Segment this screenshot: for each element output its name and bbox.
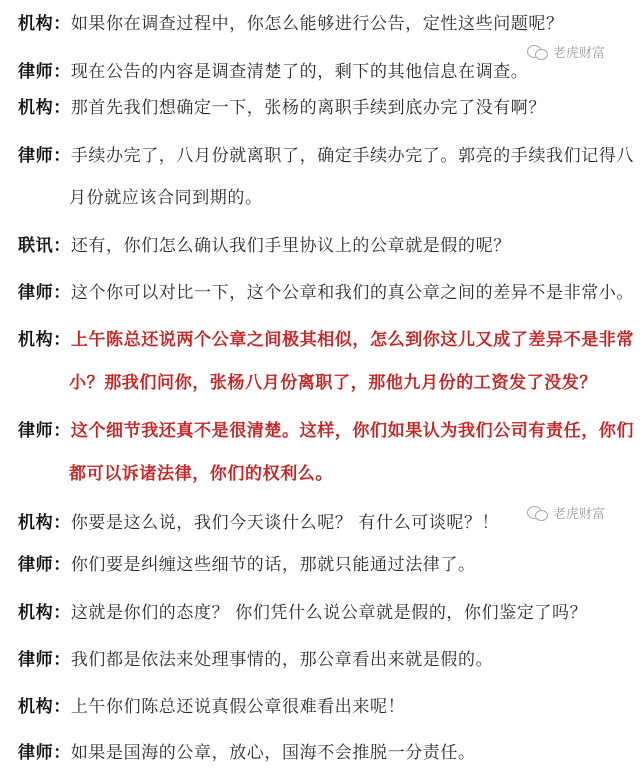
speaker-label: 律师 (18, 283, 54, 303)
dialogue-line-1 (18, 14, 633, 34)
dialogue-text: 还有，你们怎么确认我们手里协议上的公章就是假的呢？ (70, 236, 511, 256)
dialogue-line-4 (18, 146, 633, 166)
speaker-colon: ： (53, 146, 71, 166)
speaker-colon: ： (53, 62, 71, 82)
speaker-colon: ： (53, 330, 71, 350)
dialogue-line-2 (18, 62, 633, 82)
dialogue-text: 你要是这么说，我们今天谈什么呢？ 有什么可谈呢？！ (70, 513, 500, 533)
dialogue-text: 那首先我们想确定一下，张杨的离职手续到底办完了没有啊？ (70, 98, 547, 118)
watermark-brand: 老虎财富 (553, 46, 606, 61)
dialogue-text: 我们都是依法来处理事情的，那公章看出来就是假的。 (70, 650, 494, 670)
speaker-label: 律师 (18, 650, 54, 670)
speaker-label: 律师 (18, 421, 54, 441)
speaker-label: 律师 (18, 743, 54, 763)
speaker-colon: ： (53, 697, 71, 717)
dialogue-text: 如果你在调查过程中，你怎么能够进行公告，定性这些问题呢？ (70, 14, 564, 34)
speaker-label: 联讯 (18, 236, 54, 256)
dialogue-continuation: 月份就应该合同到期的。 (69, 188, 263, 208)
dialogue-line-9 (18, 513, 633, 533)
speaker-label: 律师 (18, 146, 54, 166)
dialogue-text: 这就是你们的态度？ 你们凭什么说公章就是假的，你们鉴定了吗？ (70, 603, 588, 623)
dialogue-line-3 (18, 98, 633, 118)
speaker-label: 机构 (18, 330, 54, 350)
speaker-colon: ： (53, 14, 71, 34)
dialogue-line-7 (18, 330, 633, 350)
speaker-colon: ： (53, 513, 71, 533)
dialogue-text: 手续办完了，八月份就离职了，确定手续办完了。郭亮的手续我们记得八 (70, 146, 635, 166)
speaker-label: 机构 (18, 697, 54, 717)
speaker-colon: ： (53, 555, 71, 575)
dialogue-text: 现在公告的内容是调查清楚了的，剩下的其他信息在调查。 (70, 62, 529, 82)
speaker-label: 律师 (18, 555, 54, 575)
speaker-colon: ： (53, 236, 71, 256)
dialogue-line-5 (18, 236, 633, 256)
watermark (527, 42, 605, 61)
speaker-label: 机构 (18, 14, 54, 34)
dialogue-text: 你们要是纠缠这些细节的话，那就只能通过法律了。 (70, 555, 476, 575)
speaker-label: 机构 (18, 98, 54, 118)
watermark-brand: 老虎财富 (553, 507, 606, 522)
dialogue-text: 上午你们陈总还说真假公章很难看出来呢！ (70, 697, 406, 717)
dialogue-text: 这个你可以对比一下，这个公章和我们的真公章之间的差异不是非常小。 (70, 283, 635, 303)
dialogue-line-12 (18, 650, 633, 670)
dialogue-line-6 (18, 283, 633, 303)
speaker-label: 律师 (18, 62, 54, 82)
dialogue-line-10 (18, 555, 633, 575)
dialogue-line-8 (18, 421, 633, 441)
speaker-colon: ： (53, 743, 71, 763)
speaker-label: 机构 (18, 513, 54, 533)
dialogue-line-11 (18, 603, 633, 623)
dialogue-line-13 (18, 697, 633, 717)
wechat-icon (527, 44, 549, 60)
dialogue-text: 如果是国海的公章，放心，国海不会推脱一分责任。 (70, 743, 476, 763)
dialogue-line-14 (18, 743, 633, 763)
speaker-colon: ： (53, 98, 71, 118)
dialogue-text-highlighted: 上午陈总还说两个公章之间极其相似，怎么到你这儿又成了差异不是非常 (70, 330, 635, 350)
speaker-colon: ： (53, 421, 71, 441)
dialogue-text-highlighted: 这个细节我还真不是很清楚。这样，你们如果认为我们公司有责任，你们 (70, 421, 635, 441)
speaker-colon: ： (53, 603, 71, 623)
speaker-colon: ： (53, 650, 71, 670)
dialogue-continuation-highlighted: 都可以诉诸法律，你们的权利么。 (69, 464, 333, 484)
speaker-colon: ： (53, 283, 71, 303)
dialogue-continuation-highlighted: 小？那我们问你，张杨八月份离职了，那他九月份的工资发了没发？ (69, 373, 597, 393)
speaker-label: 机构 (18, 603, 54, 623)
